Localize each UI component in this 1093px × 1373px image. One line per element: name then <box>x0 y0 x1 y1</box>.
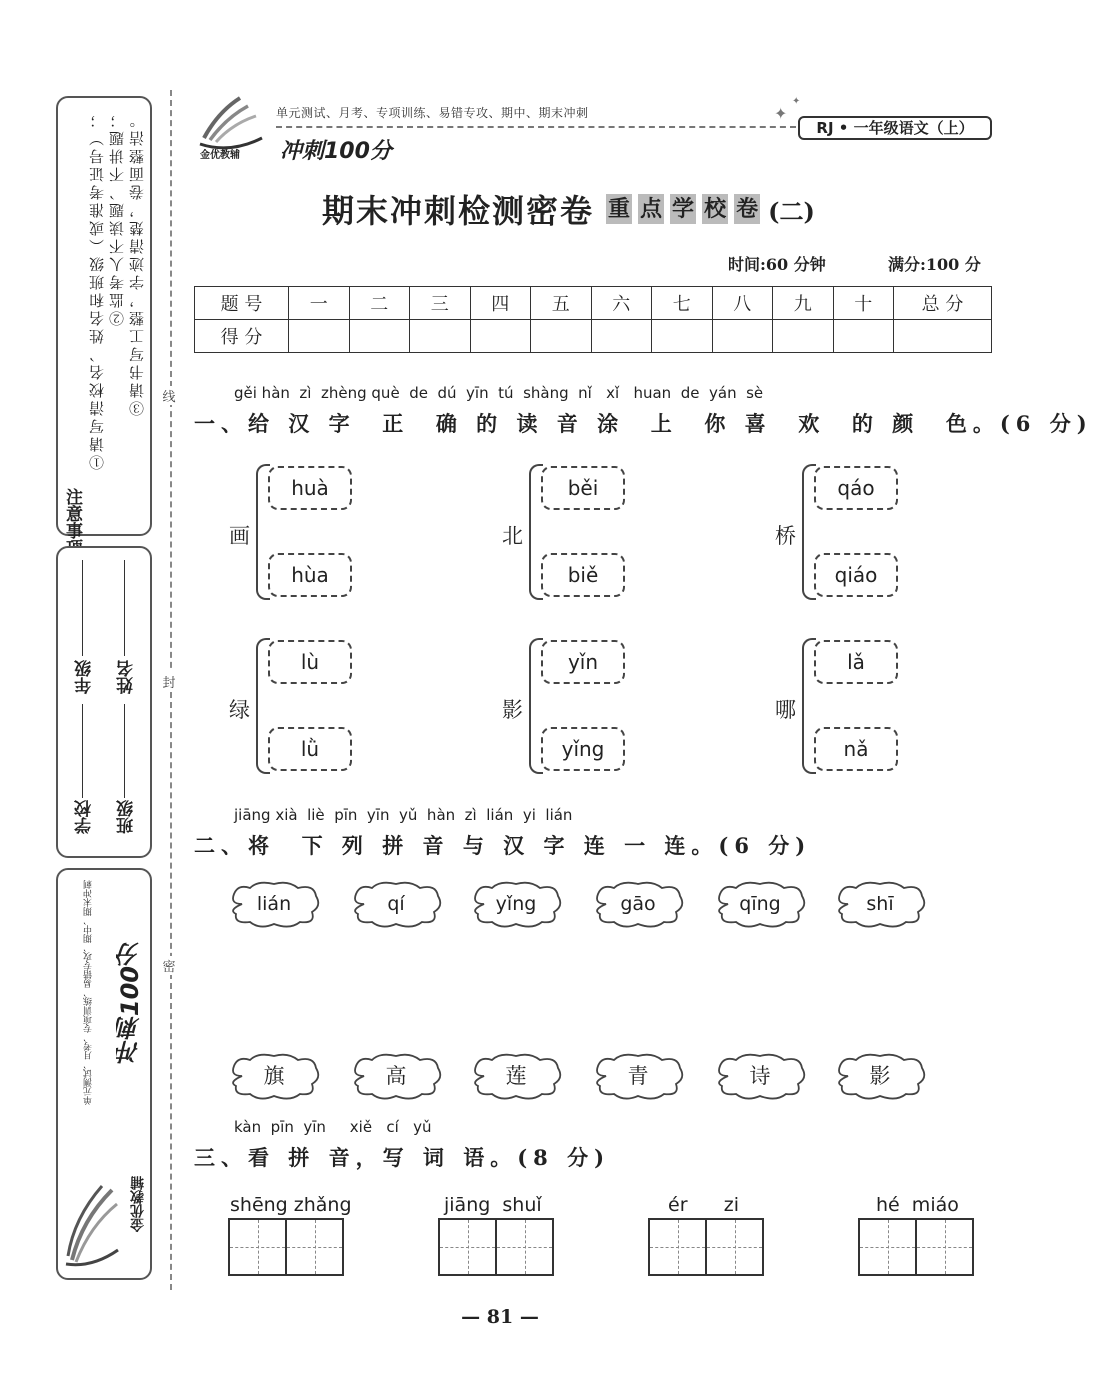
s3-writing-grid-2[interactable] <box>438 1218 554 1276</box>
score-cell[interactable] <box>349 320 410 353</box>
hanzi-cloud-text: 高 <box>385 1064 407 1088</box>
pinyin-cloud-text: qīng <box>739 893 781 915</box>
hanzi-cloud-text: 旗 <box>263 1064 285 1088</box>
s3-word-pinyin-1: shēng zhǎng <box>230 1194 352 1216</box>
title-tag-char: 点 <box>640 196 663 222</box>
title-tag-char: 重 <box>608 196 631 222</box>
pinyin-cloud[interactable] <box>834 880 926 928</box>
hanzi-cloud[interactable] <box>228 1052 320 1100</box>
pinyin-cloud-text: gāo <box>620 893 656 915</box>
brand-name-vertical: 冲刺100分 <box>116 942 144 1065</box>
pinyin-cloud[interactable] <box>470 880 562 928</box>
score-cell[interactable] <box>289 320 350 353</box>
score-cell[interactable] <box>591 320 652 353</box>
s1-option-3b[interactable]: qiáo <box>814 553 898 597</box>
pinyin-cloud-text: yǐng <box>495 893 537 915</box>
s3-writing-grid-4[interactable] <box>858 1218 974 1276</box>
section2-title: 二、将 下 列 拼 音 与 汉 字 连 一 连。(6 分) <box>194 833 812 858</box>
header-dashed-rule <box>276 126 796 128</box>
score-table <box>194 286 992 353</box>
section2-pinyin: jiāng xià liè pīn yīn yǔ hàn zì lián yi lián <box>234 806 573 824</box>
hanzi-cloud-text: 诗 <box>749 1064 771 1088</box>
cut-mark-line: 线 <box>158 386 180 405</box>
score-header-cell: 十 <box>833 287 894 320</box>
pinyin-cloud[interactable] <box>228 880 320 928</box>
s3-word-pinyin-3: ér zi <box>668 1194 739 1216</box>
s1-char-4: 绿 <box>229 698 250 722</box>
publisher-logo-icon <box>196 92 266 162</box>
score-header-cell: 一 <box>289 287 350 320</box>
score-table-header-row <box>195 287 992 320</box>
score-cell[interactable] <box>894 320 992 353</box>
exam-title <box>322 186 815 232</box>
score-header-cell: 七 <box>652 287 713 320</box>
score-cell[interactable] <box>470 320 531 353</box>
s3-word-pinyin-4: hé miáo <box>876 1194 959 1216</box>
score-header-cell: 总 分 <box>894 287 992 320</box>
score-header-cell: 六 <box>591 287 652 320</box>
s1-option-1a[interactable]: huà <box>268 466 352 510</box>
cut-mark-seal: 封 <box>158 672 180 691</box>
name-field[interactable] <box>124 560 125 656</box>
hanzi-cloud[interactable] <box>834 1052 926 1100</box>
score-row-label: 得 分 <box>195 320 289 353</box>
pinyin-cloud[interactable] <box>350 880 442 928</box>
hanzi-cloud[interactable] <box>592 1052 684 1100</box>
hanzi-cloud[interactable] <box>714 1052 806 1100</box>
time-info: 时间:60 分钟 <box>728 255 826 274</box>
hanzi-cloud-text: 影 <box>869 1064 891 1088</box>
score-cell[interactable] <box>410 320 471 353</box>
notice-heading: 注意事 <box>66 488 86 542</box>
full-score-info: 满分:100 分 <box>888 255 981 274</box>
sparkle-icon: ✦ <box>774 104 788 123</box>
pinyin-cloud-text: qí <box>387 893 405 915</box>
score-cell[interactable] <box>833 320 894 353</box>
section1-title: 一、给 汉 字 正 确 的 读 音 涂 上 你 喜 欢 的 颜 色。(6 分) <box>194 411 1093 436</box>
notice-line-3: ③请书写工整，字迹清楚，卷面整洁。 <box>128 110 146 416</box>
s1-option-1b[interactable]: hùa <box>268 553 352 597</box>
brand-subtitle-vertical: 单元测试、月考、专项训练、易错专攻、期中、期末冲刺 <box>84 880 94 1105</box>
score-table-score-row <box>195 320 992 353</box>
publisher-vertical: 金优教辅 <box>130 1176 146 1232</box>
score-cell[interactable] <box>531 320 592 353</box>
title-tag <box>606 194 766 224</box>
score-header-cell: 五 <box>531 287 592 320</box>
grade-label: 年级 <box>75 660 95 694</box>
score-cell[interactable] <box>712 320 773 353</box>
hanzi-cloud[interactable] <box>350 1052 442 1100</box>
title-tag-char: 校 <box>704 196 727 222</box>
title-tag-char: 卷 <box>736 196 759 222</box>
pinyin-cloud-text: lián <box>256 893 292 915</box>
s1-option-2b[interactable]: biě <box>541 553 625 597</box>
score-cell[interactable] <box>652 320 713 353</box>
notice-line-2: ②监考人不读题、不讲题； <box>108 110 126 326</box>
hanzi-cloud-text: 青 <box>627 1064 649 1088</box>
cut-mark-secret: 密 <box>158 956 180 975</box>
s3-writing-grid-1[interactable] <box>228 1218 344 1276</box>
s1-char-1: 画 <box>229 524 250 548</box>
score-header-cell: 三 <box>410 287 471 320</box>
score-header-cell: 二 <box>349 287 410 320</box>
score-header-cell: 九 <box>773 287 834 320</box>
section1-pinyin: gěi hàn zì zhèng què de dú yīn tú shàng nǐ xǐ huan de yán sè <box>234 384 764 402</box>
title-main: 期末冲刺检测密卷 <box>322 192 595 230</box>
header-brand: 冲刺100分 <box>280 139 392 164</box>
class-field[interactable] <box>124 704 125 798</box>
hanzi-cloud-text: 莲 <box>505 1064 527 1088</box>
score-header-cell: 八 <box>712 287 773 320</box>
score-header-cell: 四 <box>470 287 531 320</box>
pinyin-cloud[interactable] <box>714 880 806 928</box>
s1-char-5: 影 <box>502 698 523 722</box>
s1-option-5b[interactable]: yǐng <box>541 727 625 771</box>
s1-option-5a[interactable]: yǐn <box>541 640 625 684</box>
score-cell[interactable] <box>773 320 834 353</box>
title-number: (二) <box>768 196 815 226</box>
title-tag-char: 学 <box>672 196 695 222</box>
class-label: 班级 <box>117 800 137 834</box>
score-header-cell: 题 号 <box>195 287 289 320</box>
s1-char-2: 北 <box>502 524 523 548</box>
grade-field[interactable] <box>82 560 83 656</box>
sparkle-small-icon: ✦ <box>792 96 801 107</box>
school-label: 学校 <box>75 800 95 834</box>
s1-option-4a[interactable]: lù <box>268 640 352 684</box>
section3-pinyin: kàn pīn yīn xiě cí yǔ <box>234 1118 432 1136</box>
s1-option-6b[interactable]: nǎ <box>814 727 898 771</box>
s3-word-pinyin-2: jiāng shuǐ <box>444 1194 542 1216</box>
s1-option-6a[interactable]: lǎ <box>814 640 898 684</box>
hanzi-cloud[interactable] <box>470 1052 562 1100</box>
name-label: 姓名 <box>117 660 137 694</box>
s1-option-3a[interactable]: qáo <box>814 466 898 510</box>
notice-line-1: ①请写清校名、姓名和班级（或准考证号）； <box>88 110 106 470</box>
s1-option-2a[interactable]: běi <box>541 466 625 510</box>
s3-writing-grid-3[interactable] <box>648 1218 764 1276</box>
school-field[interactable] <box>82 704 83 798</box>
page-number: — 81 — <box>461 1306 539 1328</box>
s1-option-4b[interactable]: lǜ <box>268 727 352 771</box>
header-subtitle: 单元测试、月考、专项训练、易错专攻、期中、期末冲刺 <box>276 106 589 120</box>
pinyin-cloud[interactable] <box>592 880 684 928</box>
section3-title: 三、看 拼 音，写 词 语。(8 分) <box>194 1145 611 1170</box>
pinyin-cloud-text: shī <box>866 893 894 915</box>
s1-char-6: 哪 <box>775 698 796 722</box>
logo-publisher-text: 金优教辅 <box>200 150 240 161</box>
book-logo-icon <box>62 1180 122 1270</box>
grade-tag: RJ • 一年级语文（上） <box>798 116 992 140</box>
s1-char-3: 桥 <box>775 524 796 548</box>
